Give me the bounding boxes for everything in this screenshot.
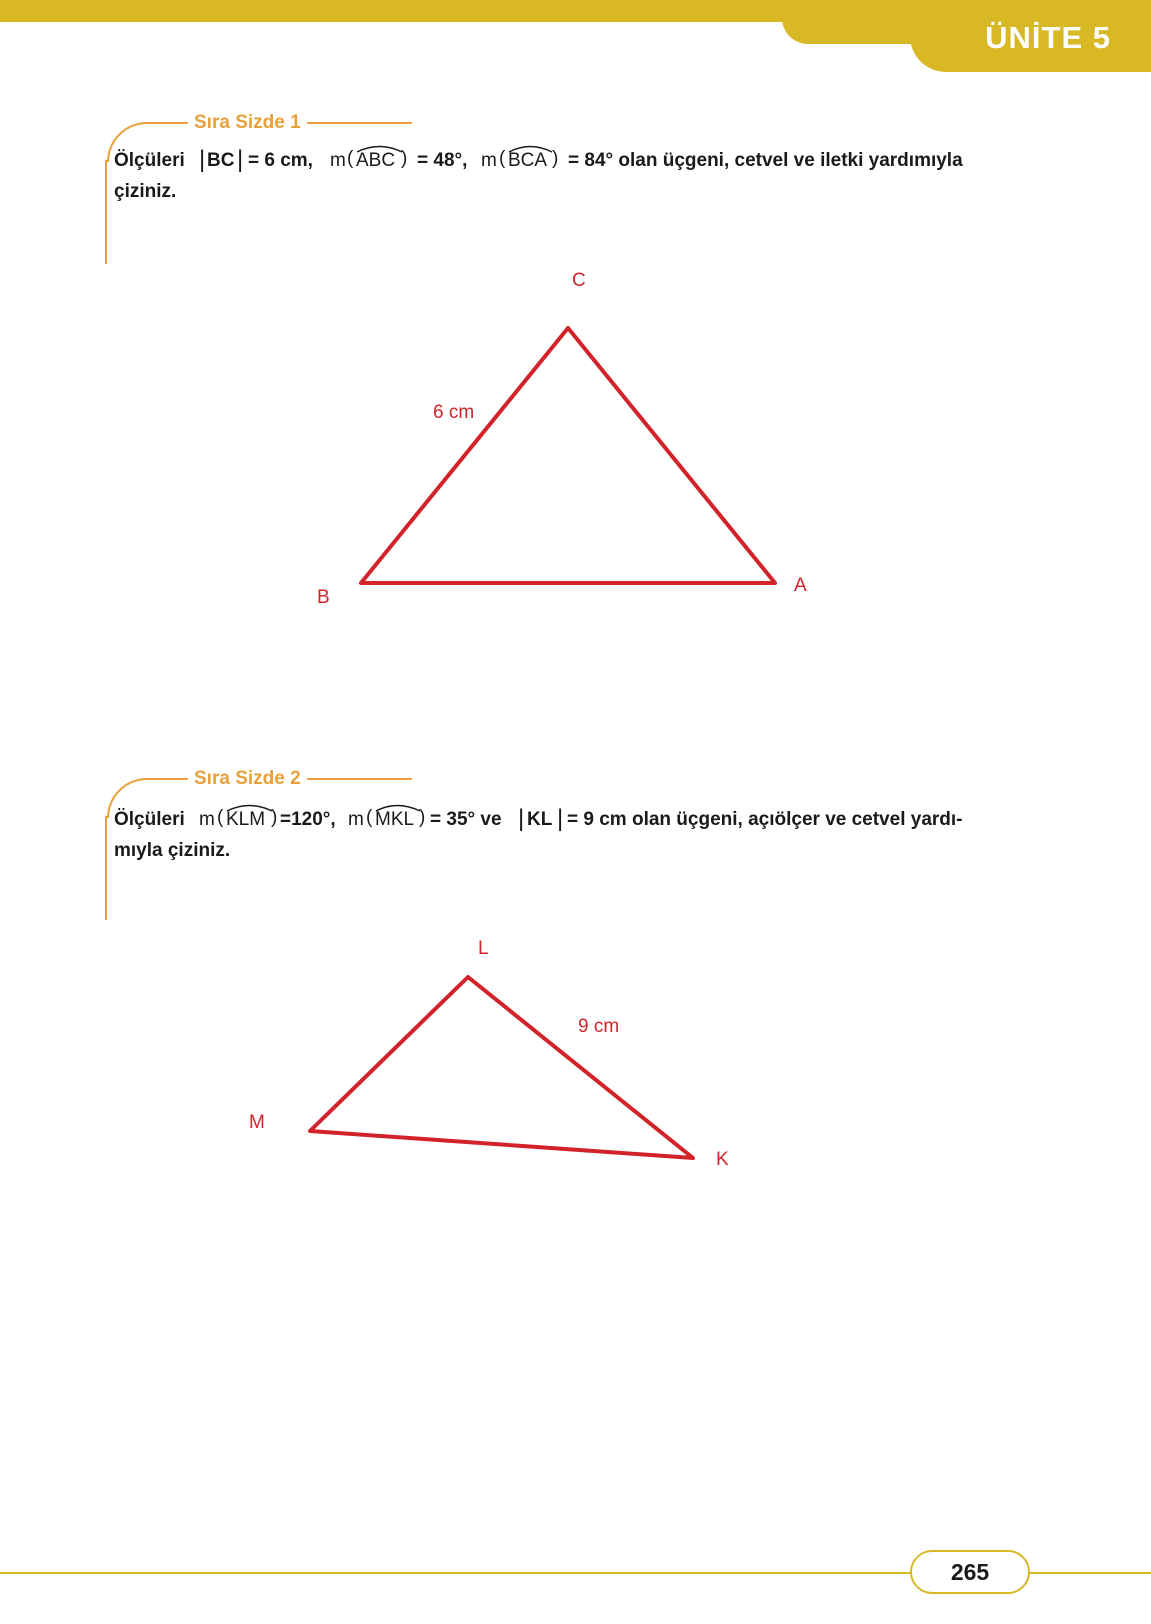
q1-part4: = 84° olan üçgeni, cetvel ve iletki yardımıyla: [568, 150, 963, 171]
triangle-abc: [361, 328, 775, 583]
vertex-label-l: L: [478, 938, 489, 959]
overline-arcs: [227, 147, 552, 812]
triangle-klm: [310, 977, 693, 1158]
q1-part2: = 6 cm,: [248, 150, 313, 171]
section-1-title: Sıra Sizde 1: [188, 112, 307, 134]
q1-angle2-arc: [509, 147, 552, 153]
q1-seg-bar-right: |: [237, 146, 244, 173]
q1-angle2: BCA: [508, 150, 548, 171]
q1-angle1-arc: [357, 147, 402, 153]
q2-line2: mıyla çiziniz.: [114, 840, 231, 861]
q1-angle2-prefix: m: [481, 150, 497, 171]
q2-angle2-prefix: m: [348, 809, 364, 830]
q1-line2: çiziniz.: [114, 181, 177, 202]
q2-angle1: KLM: [226, 809, 266, 830]
unit-label: ÜNİTE 5: [985, 20, 1111, 55]
q2-seg: KL: [527, 809, 553, 830]
vertex-label-k: K: [716, 1149, 729, 1170]
q1-angle1-prefix: m: [330, 150, 346, 171]
q2-angle1-arc: [227, 806, 272, 812]
side-label-kl: 9 cm: [578, 1016, 620, 1037]
q2-seg-bar-left: |: [518, 805, 525, 832]
vertex-label-m: M: [249, 1112, 265, 1133]
q2-seg-bar-right: |: [557, 805, 564, 832]
section-2-title: Sıra Sizde 2: [188, 768, 307, 790]
q1-angle1: ABC: [356, 150, 396, 171]
vertex-label-b: B: [317, 587, 330, 608]
q2-angle1-prefix: m: [199, 809, 215, 830]
vertex-label-a: A: [794, 575, 807, 596]
q1-part1: Ölçüleri: [114, 150, 185, 171]
q2-angle2-arc: [376, 806, 420, 812]
q2-angle2: MKL: [375, 809, 415, 830]
q1-seg-bar-left: |: [199, 146, 206, 173]
q1-part3: = 48°,: [417, 150, 468, 171]
side-label-bc: 6 cm: [433, 402, 475, 423]
q2-part1: Ölçüleri: [114, 809, 185, 830]
vertex-label-c: C: [572, 270, 586, 291]
q2-part3: = 35° ve: [430, 809, 502, 830]
q2-part2: =120°,: [280, 809, 336, 830]
q1-seg: BC: [207, 150, 235, 171]
q2-part4: = 9 cm olan üçgeni, açıölçer ve cetvel yardı-: [567, 809, 963, 830]
page-number: 265: [950, 1559, 990, 1585]
